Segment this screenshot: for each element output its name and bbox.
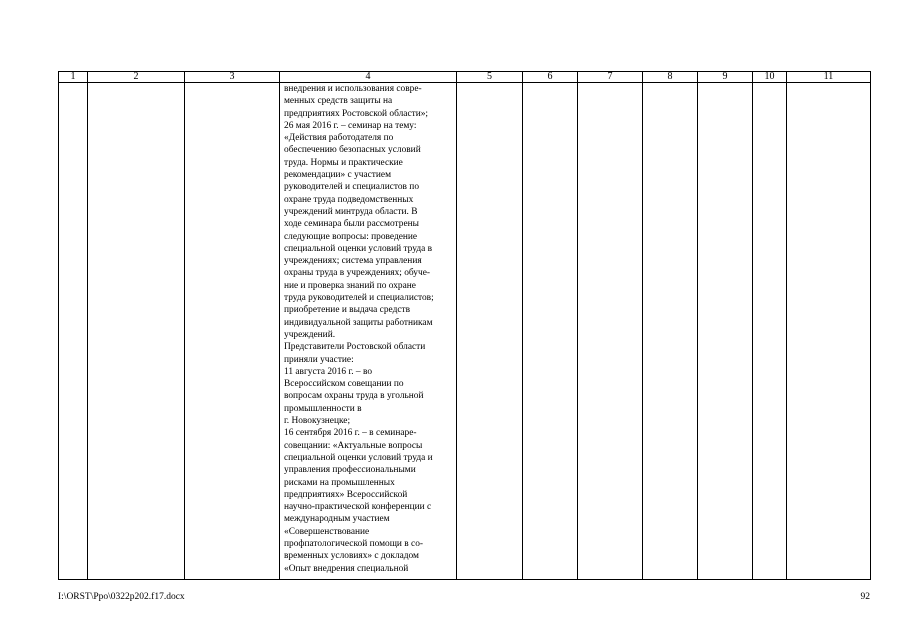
col-header-7: 7 — [578, 72, 643, 83]
col-header-2: 2 — [88, 72, 185, 83]
text-line: предприятиях» Всероссийской — [284, 489, 408, 500]
text-line: Представители Ростовской области — [284, 342, 426, 353]
text-line: совещании: «Актуальные вопросы — [284, 440, 423, 451]
text-line: временных условиях» с докладом — [284, 551, 419, 562]
cell-col-7 — [578, 83, 643, 580]
text-line: охраны труда в учреждениях; обуче- — [284, 268, 430, 279]
text-line: следующие вопросы: проведение — [284, 231, 418, 242]
footer-file-path: I:\ORST\Ppo\0322p202.f17.docx — [58, 592, 185, 602]
footer-page-number: 92 — [860, 592, 870, 602]
col4-text-block — [280, 83, 456, 575]
text-line: учреждений. — [284, 329, 336, 340]
text-line: ние и проверка знаний по охране — [284, 280, 416, 291]
cell-col-8 — [643, 83, 698, 580]
text-line: научно-практической конференции с — [284, 502, 432, 513]
text-line: рисками на промышленных — [284, 477, 395, 488]
text-line: 26 мая 2016 г. – семинар на тему: — [284, 120, 417, 131]
text-line: г. Новокузнецке; — [284, 416, 351, 427]
cell-col-3 — [185, 83, 280, 580]
cell-col-6 — [523, 83, 578, 580]
text-line: Всероссийском совещании по — [284, 379, 404, 390]
text-line: «Совершенствование — [284, 526, 370, 537]
header-row — [59, 72, 871, 83]
text-line: учреждениях; система управления — [284, 256, 422, 267]
text-line: 16 сентября 2016 г. – в семинаре- — [284, 428, 417, 439]
text-line: внедрения и использования совре- — [284, 84, 422, 94]
cell-col-4 — [280, 83, 457, 580]
text-line: «Опыт внедрения специальной — [284, 563, 409, 574]
text-line: приняли участие: — [284, 354, 354, 365]
text-line: специальной оценки условий труда и — [284, 452, 433, 463]
col-header-3: 3 — [185, 72, 280, 83]
text-line: труда руководителей и специалистов; — [284, 293, 434, 304]
text-line: промышленности в — [284, 403, 362, 414]
text-line: руководителей и специалистов по — [284, 182, 420, 193]
text-line: предприятиях Ростовской области»; — [284, 108, 429, 119]
text-line: приобретение и выдача средств — [284, 305, 411, 316]
document-table — [58, 71, 871, 580]
text-line: обеспечению безопасных условий — [284, 145, 421, 156]
cell-col-10 — [753, 83, 787, 580]
text-line: специальной оценки условий труда в — [284, 243, 433, 254]
cell-col-5 — [457, 83, 523, 580]
text-line: учреждений минтруда области. В — [284, 206, 418, 217]
cell-col-9 — [698, 83, 753, 580]
text-line: менных средств защиты на — [284, 96, 393, 107]
text-line: вопросам охраны труда в угольной — [284, 391, 424, 402]
col-header-4: 4 — [280, 72, 457, 83]
table-row — [59, 83, 871, 580]
cell-col-1 — [59, 83, 88, 580]
text-line: охране труда подведомственных — [284, 194, 414, 205]
text-line: труда. Нормы и практические — [284, 157, 403, 168]
text-line: управления профессиональными — [284, 465, 416, 476]
text-line: индивидуальной защиты работникам — [284, 317, 433, 328]
text-line: ходе семинара были рассмотрены — [284, 219, 419, 230]
col-header-1: 1 — [59, 72, 88, 83]
col-header-9: 9 — [698, 72, 753, 83]
text-line: 11 августа 2016 г. – во — [284, 366, 373, 377]
col-header-5: 5 — [457, 72, 523, 83]
cell-col-2 — [88, 83, 185, 580]
text-line: «Действия работодателя по — [284, 133, 394, 144]
text-line: профпатологической помощи в со- — [284, 538, 424, 549]
text-line: рекомендации» с участием — [284, 170, 391, 181]
col-header-6: 6 — [523, 72, 578, 83]
col-header-11: 11 — [787, 72, 871, 83]
cell-col-11 — [787, 83, 871, 580]
text-line: международным участием — [284, 514, 390, 525]
col-header-8: 8 — [643, 72, 698, 83]
col-header-10: 10 — [753, 72, 787, 83]
